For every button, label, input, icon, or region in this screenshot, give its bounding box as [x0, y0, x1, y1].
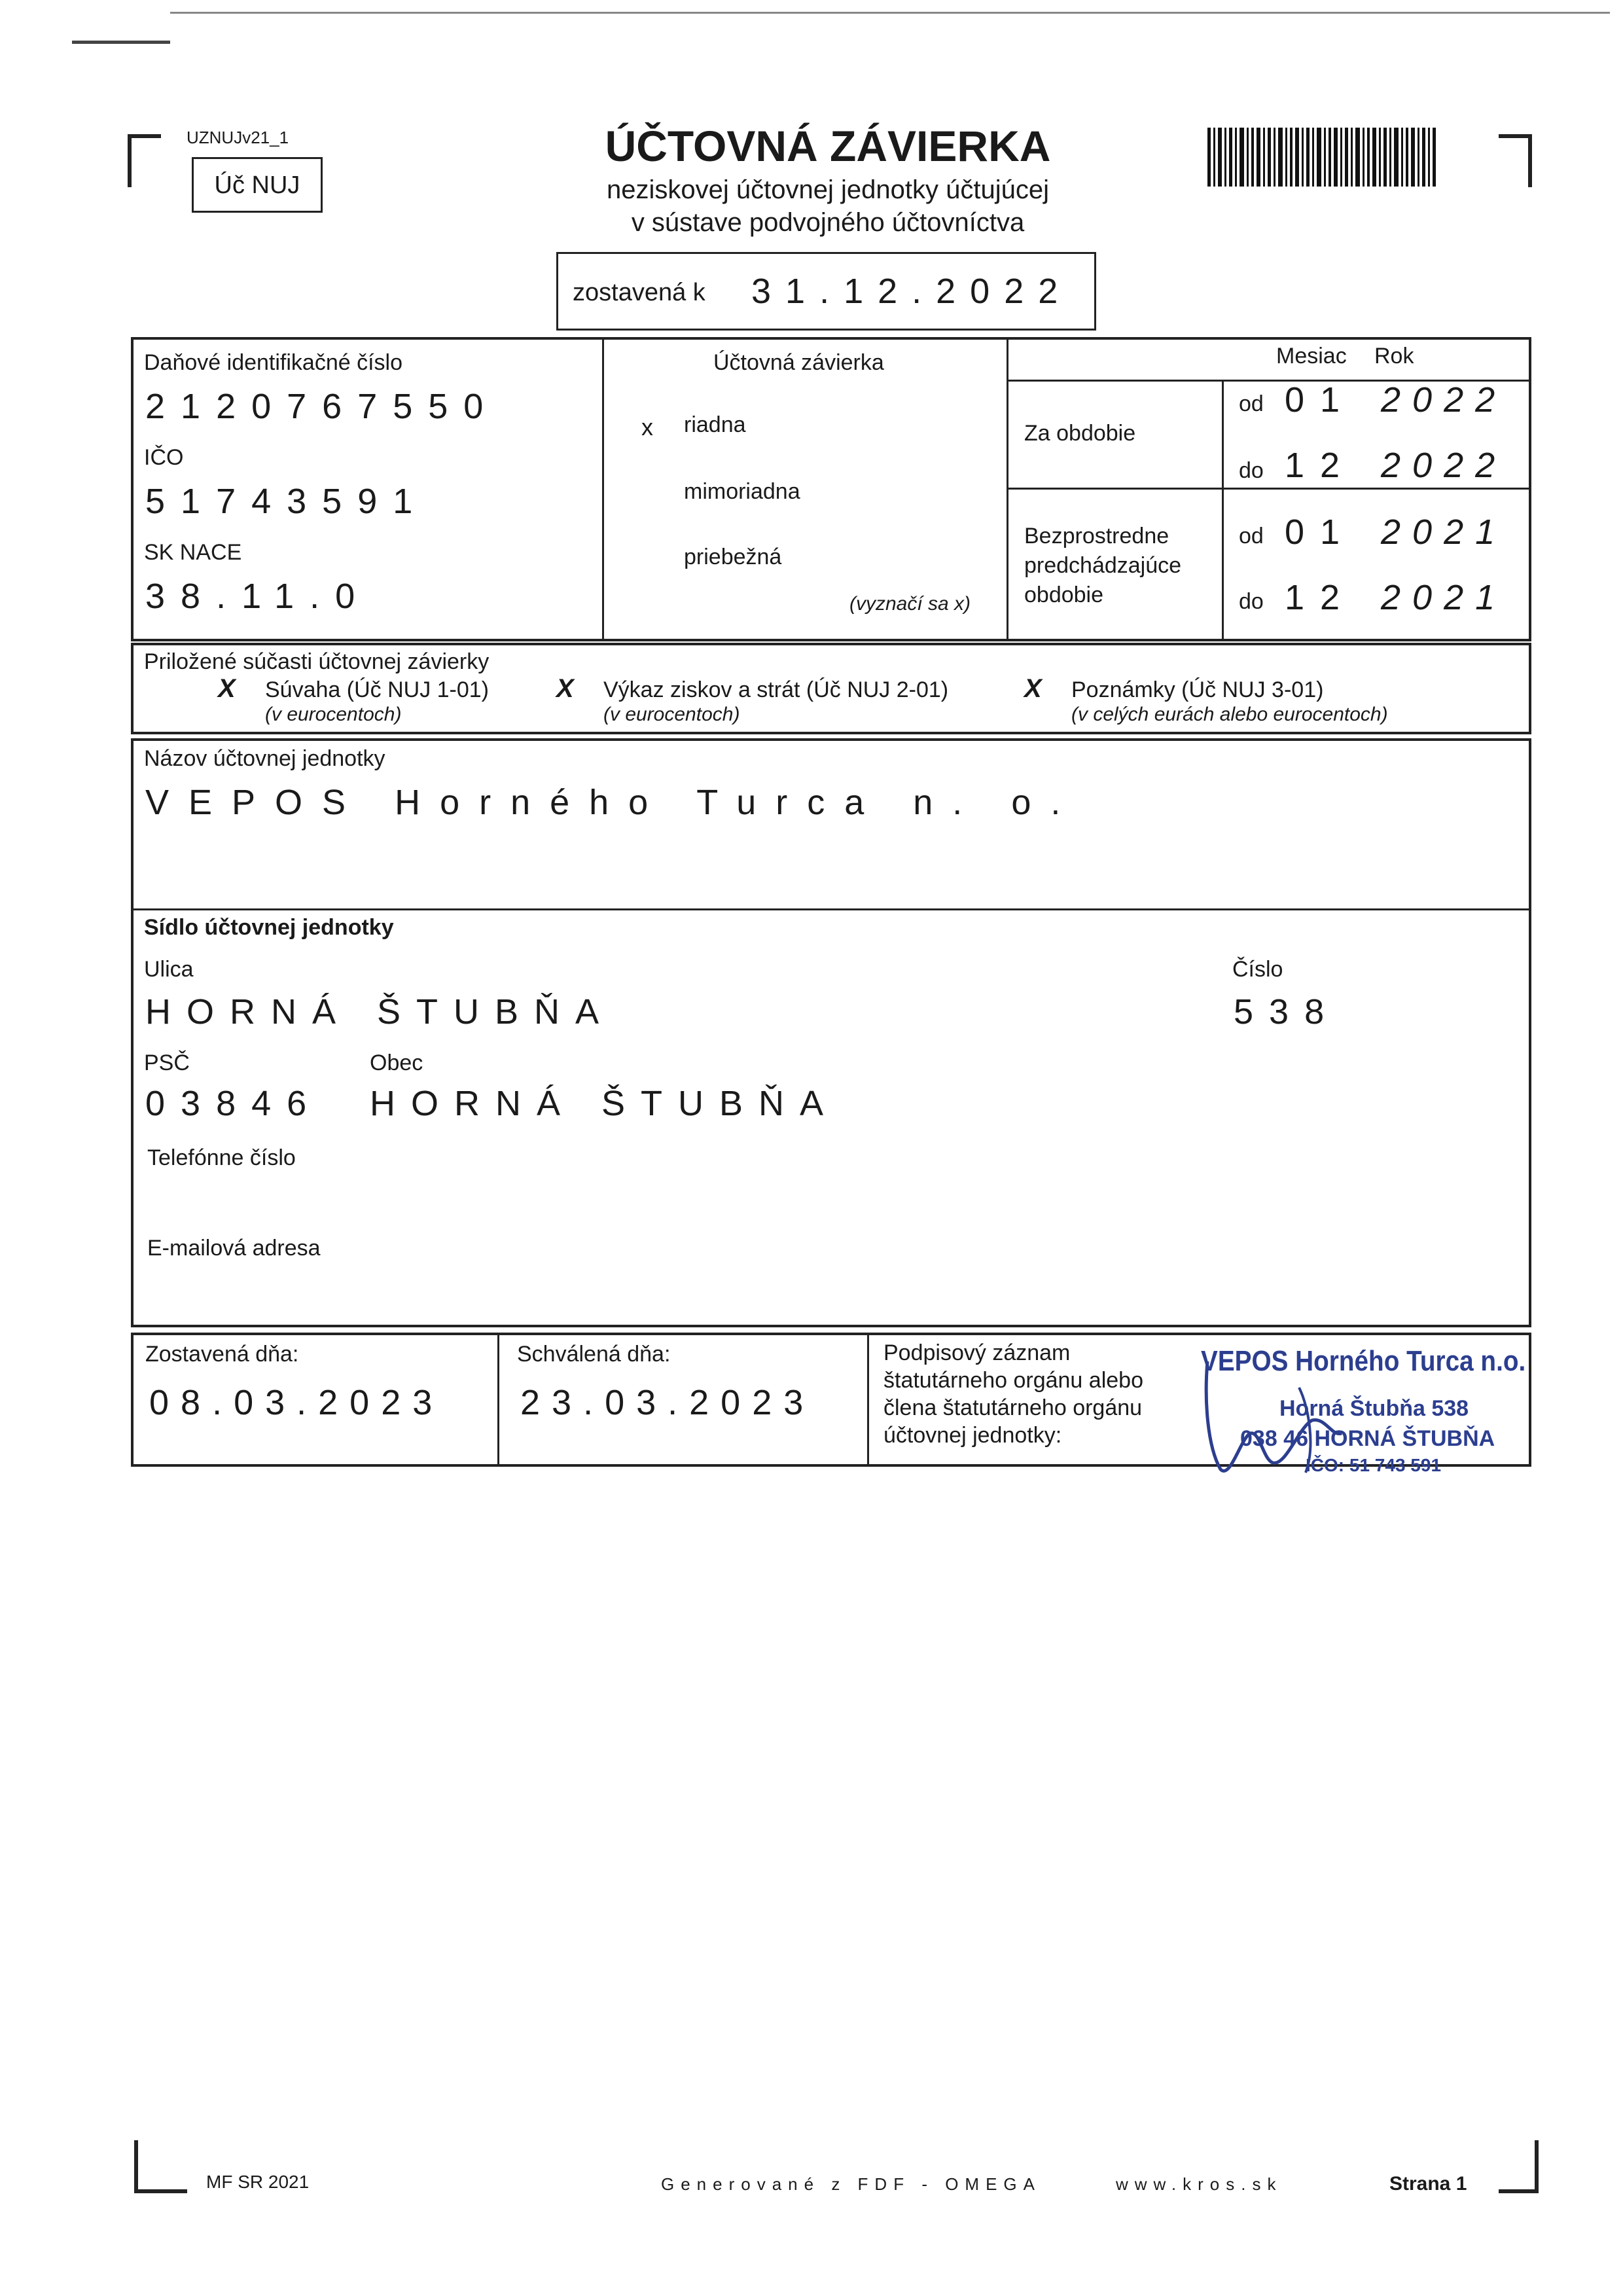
sign-label-4: účtovnej jednotky: — [883, 1423, 1062, 1448]
compiled-on-label: Zostavená dňa: — [145, 1342, 299, 1367]
city-label: Obec — [370, 1050, 423, 1075]
regular-mark[interactable]: x — [641, 414, 653, 440]
corner-mark-bottom-left — [134, 2140, 187, 2193]
stamp-line-2: Horná Štubňa 538 — [1279, 1396, 1469, 1421]
previous-period-label-2: predchádzajúce — [1024, 553, 1182, 578]
sign-label-1: Podpisový záznam — [883, 1340, 1071, 1365]
scan-edge-line — [72, 41, 170, 44]
form-code: UZNUJv21_1 — [187, 128, 289, 147]
statement-type-note: (vyznačí sa x) — [849, 593, 971, 615]
compiled-date-label: zostavená k — [573, 279, 705, 306]
zip-label: PSČ — [144, 1050, 190, 1075]
previous-from-label: od — [1239, 524, 1264, 548]
page-subtitle-1: neziskovej účtovnej jednotky účtujúcej — [607, 175, 1049, 204]
attachment-mark-balance[interactable]: X — [218, 674, 236, 703]
regular-label: riadna — [684, 412, 746, 437]
divider-id-type — [602, 337, 604, 641]
barcode — [1207, 128, 1436, 187]
zip-value: 03846 — [145, 1084, 323, 1123]
attachment-mark-income[interactable]: X — [556, 674, 574, 703]
current-to-month: 12 — [1285, 446, 1356, 485]
compiled-date-box — [556, 252, 1096, 331]
ico-value: 51743591 — [145, 482, 429, 521]
attachment-balance-note: (v eurocentoch) — [265, 704, 402, 725]
divider-period-values — [1222, 380, 1224, 641]
extraordinary-label: mimoriadna — [684, 479, 800, 504]
divider-name-seat — [131, 908, 1531, 910]
approved-on-label: Schválená dňa: — [517, 1342, 671, 1367]
compiled-date-value: 31.12.2022 — [751, 272, 1073, 311]
dic-value: 2120767550 — [145, 387, 499, 426]
divider-period-rows — [1007, 488, 1531, 490]
form-badge-text: Úč NUJ — [214, 171, 300, 199]
divider-approved-sign — [867, 1333, 869, 1467]
previous-to-month: 12 — [1285, 578, 1356, 617]
attachment-income-note: (v eurocentoch) — [603, 704, 740, 725]
nace-label: SK NACE — [144, 540, 242, 565]
city-value: HORNÁ ŠTUBŇA — [370, 1084, 840, 1123]
stamp-line-4: IČO: 51 743 591 — [1306, 1455, 1442, 1475]
ico-label: IČO — [144, 445, 184, 470]
form-badge — [192, 157, 323, 213]
number-value: 538 — [1234, 992, 1340, 1031]
handwritten-signature — [1201, 1348, 1371, 1486]
page-title: ÚČTOVNÁ ZÁVIERKA — [605, 122, 1051, 170]
sign-label-2: štatutárneho orgánu alebo — [883, 1368, 1143, 1393]
stamp-line-3: 038 46 HORNÁ ŠTUBŇA — [1240, 1426, 1495, 1451]
month-label: Mesiac — [1276, 344, 1347, 368]
attachment-balance-label: Súvaha (Úč NUJ 1-01) — [265, 677, 490, 702]
statement-type-heading: Účtovná závierka — [713, 350, 884, 375]
previous-from-year: 2021 — [1381, 512, 1507, 552]
page-subtitle-2: v sústave podvojného účtovníctva — [631, 208, 1025, 237]
current-from-month: 01 — [1285, 380, 1356, 420]
entity-section — [131, 738, 1531, 1327]
email-label: E-mailová adresa — [147, 1236, 321, 1261]
corner-mark-top-right — [1499, 134, 1532, 187]
year-label: Rok — [1374, 344, 1414, 368]
dic-label: Daňové identifikačné číslo — [144, 350, 403, 375]
nace-value: 38.11.0 — [145, 577, 371, 616]
corner-mark-bottom-right — [1499, 2140, 1539, 2193]
stamp-line-1: VEPOS Horného Turca n.o. — [1201, 1345, 1526, 1377]
current-from-year: 2022 — [1381, 380, 1507, 420]
current-from-label: od — [1239, 391, 1264, 416]
current-to-label: do — [1239, 458, 1264, 483]
attachment-income-label: Výkaz ziskov a strát (Úč NUJ 2-01) — [603, 677, 949, 702]
footer-url[interactable]: www.kros.sk — [1116, 2174, 1283, 2194]
approved-on-value: 23.03.2023 — [520, 1383, 815, 1422]
sign-label-3: člena štatutárneho orgánu — [883, 1395, 1143, 1420]
street-value: HORNÁ ŠTUBŇA — [145, 992, 615, 1031]
scan-top-line — [170, 12, 1610, 14]
current-period-label: Za obdobie — [1024, 421, 1136, 446]
attachments-heading: Priložené súčasti účtovnej závierky — [144, 649, 490, 674]
attachment-notes-label: Poznámky (Úč NUJ 3-01) — [1071, 677, 1324, 702]
attachment-mark-notes[interactable]: X — [1024, 674, 1042, 703]
phone-label: Telefónne číslo — [147, 1145, 296, 1170]
street-label: Ulica — [144, 957, 194, 982]
entity-name-value: VEPOS Horného Turca n. o. — [145, 783, 1080, 822]
seat-heading: Sídlo účtovnej jednotky — [144, 915, 394, 940]
interim-label: priebežná — [684, 545, 782, 569]
footer-form-edition: MF SR 2021 — [206, 2172, 310, 2192]
previous-from-month: 01 — [1285, 512, 1356, 552]
previous-to-year: 2021 — [1381, 578, 1507, 617]
footer-page-number: Strana 1 — [1389, 2173, 1467, 2195]
previous-to-label: do — [1239, 589, 1264, 614]
previous-period-label-3: obdobie — [1024, 583, 1104, 607]
divider-compiled-approved — [497, 1333, 499, 1467]
entity-name-label: Názov účtovnej jednotky — [144, 746, 385, 771]
corner-mark-top-left — [128, 134, 161, 187]
previous-period-label-1: Bezprostredne — [1024, 524, 1169, 548]
compiled-on-value: 08.03.2023 — [149, 1383, 444, 1422]
attachment-notes-note: (v celých eurách alebo eurocentoch) — [1071, 704, 1388, 725]
footer-generated: Generované z FDF - OMEGA — [661, 2174, 1041, 2194]
current-to-year: 2022 — [1381, 446, 1507, 485]
number-label: Číslo — [1232, 957, 1283, 982]
